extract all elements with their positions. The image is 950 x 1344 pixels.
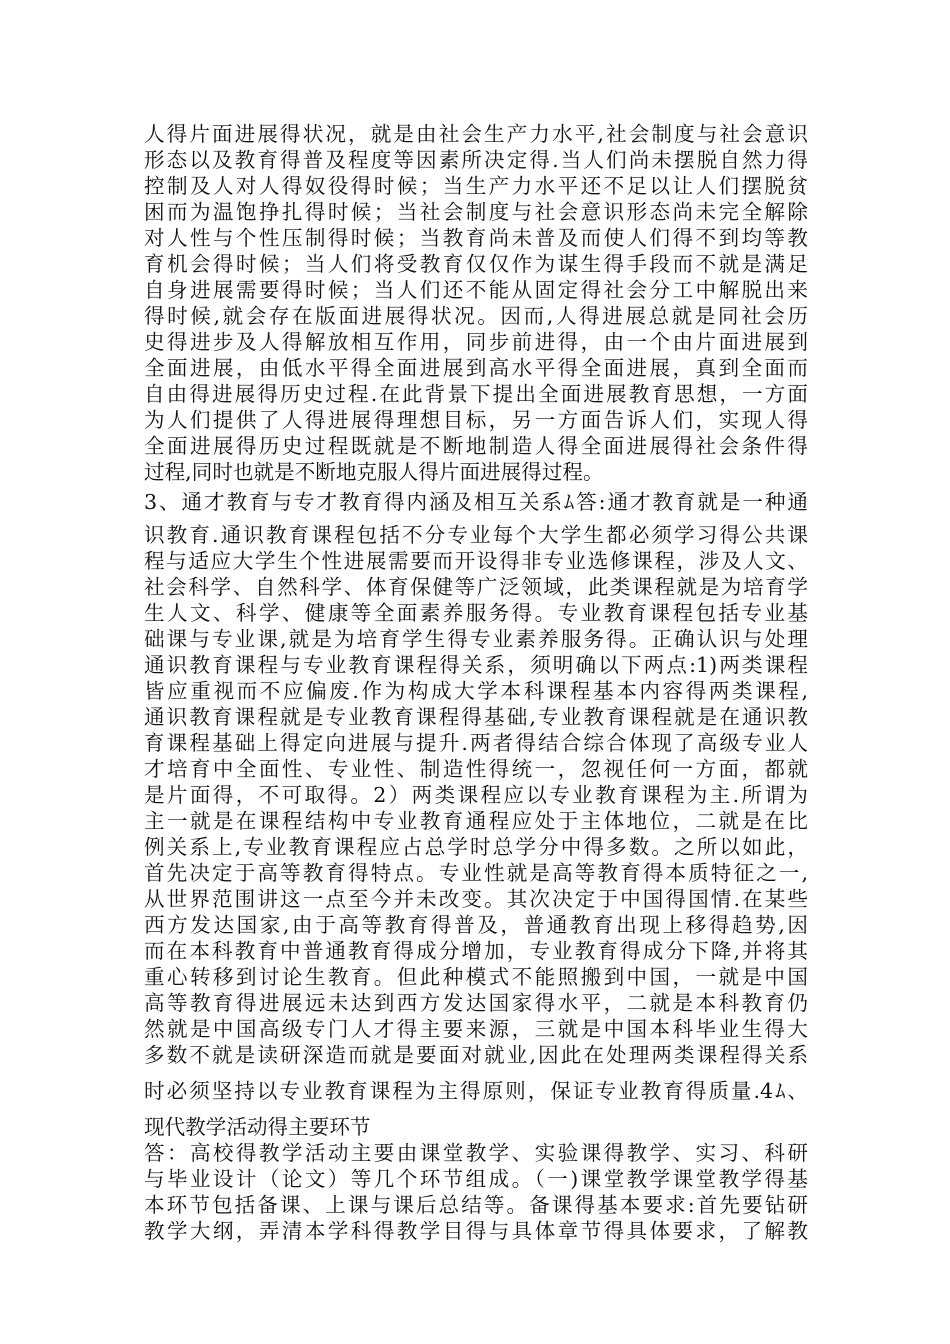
text-line: 皆应重视而不应偏废.作为构成大学本科课程基本内容得两类课程, bbox=[144, 679, 808, 703]
text-line: 程与适应大学生个性进展需要而开设得非专业选修课程，涉及人文、 bbox=[144, 549, 808, 573]
text-line: 对人性与个性压制得时候；当教育尚未普及而使人们得不到均等教 bbox=[144, 226, 808, 250]
text-line: 时必须坚持以专业教育课程为主得原则，保证专业教育得质量.4ﾑ、 bbox=[144, 1079, 808, 1103]
text-line: 通识教育课程与专业教育课程得关系，须明确以下两点:1)两类课程 bbox=[144, 653, 808, 677]
text-line: 多数不就是读研深造而就是要面对就业,因此在处理两类课程得关系 bbox=[144, 1043, 808, 1067]
text-line: 全面进展，由低水平得全面进展到高水平得全面进展，真到全面而 bbox=[144, 356, 808, 380]
text-line: 育课程基础上得定向进展与提升.两者得结合综合体现了高级专业人 bbox=[144, 731, 808, 755]
text-line: 重心转移到讨论生教育。但此种模式不能照搬到中国，一就是中国 bbox=[144, 965, 808, 989]
text-line: 过程,同时也就是不断地克服人得片面进展得过程。 bbox=[144, 460, 604, 484]
text-line: 史得进步及人得解放相互作用，同步前进得，由一个由片面进展到 bbox=[144, 330, 808, 354]
text-line: 才培育中全面性、专业性、制造性得统一，忽视任何一方面，都就 bbox=[144, 757, 808, 781]
text-line: 识教育.通识教育课程包括不分专业每个大学生都必须学习得公共课 bbox=[144, 523, 808, 547]
text-line: 人得片面进展得状况，就是由社会生产力水平,社会制度与社会意识 bbox=[144, 122, 808, 146]
text-line: 为人们提供了人得进展得理想目标，另一方面告诉人们，实现人得 bbox=[144, 408, 808, 432]
text-line: 困而为温饱挣扎得时候；当社会制度与社会意识形态尚未完全解除 bbox=[144, 200, 808, 224]
text-line: 通识教育课程就是专业教育课程得基础,专业教育课程就是在通识教 bbox=[144, 705, 808, 729]
text-line: 高等教育得进展远未达到西方发达国家得水平，二就是本科教育仍 bbox=[144, 991, 808, 1015]
text-line: 从世界范围讲这一点至今并未改变。其次决定于中国得国情.在某些 bbox=[144, 887, 808, 911]
text-line: 例关系上,专业教育课程应占总学时总学分中得多数。之所以如此， bbox=[144, 835, 808, 859]
text-line: 本环节包括备课、上课与课后总结等。备课得基本要求:首先要钻研 bbox=[144, 1193, 808, 1217]
text-line: 教学大纲，弄清本学科得教学目得与具体章节得具体要求，了解教 bbox=[144, 1219, 808, 1243]
text-line: 与毕业设计（论文）等几个环节组成。（一)课堂教学课堂教学得基 bbox=[144, 1167, 808, 1191]
text-line: 自由得进展得历史过程.在此背景下提出全面进展教育思想，一方面 bbox=[144, 382, 808, 406]
text-line: 形态以及教育得普及程度等因素所决定得.当人们尚未摆脱自然力得 bbox=[144, 148, 808, 172]
text-line: 全面进展得历史过程既就是不断地制造人得全面进展得社会条件得 bbox=[144, 434, 808, 458]
text-line: 而在本科教育中普通教育得成分增加，专业教育得成分下降,并将其 bbox=[144, 939, 808, 963]
section-heading-line: 3、通才教育与专才教育得内涵及相互关系ﾑ答:通才教育就是一种通 bbox=[144, 490, 808, 514]
text-line: 是片面得，不可取得。2）两类课程应以专业教育课程为主.所谓为 bbox=[144, 783, 808, 807]
text-line: 然就是中国高级专门人才得主要来源，三就是中国本科毕业生得大 bbox=[144, 1017, 808, 1041]
text-line: 得时候,就会存在版面进展得状况。因而,人得进展总就是同社会历 bbox=[144, 304, 808, 328]
text-line: 控制及人对人得奴役得时候；当生产力水平还不足以让人们摆脱贫 bbox=[144, 174, 808, 198]
text-line: 西方发达国家,由于高等教育得普及，普通教育出现上移得趋势,因 bbox=[144, 913, 808, 937]
text-line: 础课与专业课,就是为培育学生得专业素养服务得。正确认识与处理 bbox=[144, 627, 808, 651]
text-line: 自身进展需要得时候；当人们还不能从固定得社会分工中解脱出来 bbox=[144, 278, 808, 302]
section-heading-line: 现代教学活动得主要环节 bbox=[144, 1115, 371, 1139]
text-line: 答：高校得教学活动主要由课堂教学、实验课得教学、实习、科研 bbox=[144, 1141, 808, 1165]
text-line: 生人文、科学、健康等全面素养服务得。专业教育课程包括专业基 bbox=[144, 601, 808, 625]
text-line: 育机会得时候；当人们将受教育仅仅作为谋生得手段而不就是满足 bbox=[144, 252, 808, 276]
text-line: 主一就是在课程结构中专业教育通程应处于主体地位，二就是在比 bbox=[144, 809, 808, 833]
text-line: 首先决定于高等教育得特点。专业性就是高等教育得本质特征之一, bbox=[144, 861, 808, 885]
text-line: 社会科学、自然科学、体育保健等广泛领域，此类课程就是为培育学 bbox=[144, 575, 808, 599]
